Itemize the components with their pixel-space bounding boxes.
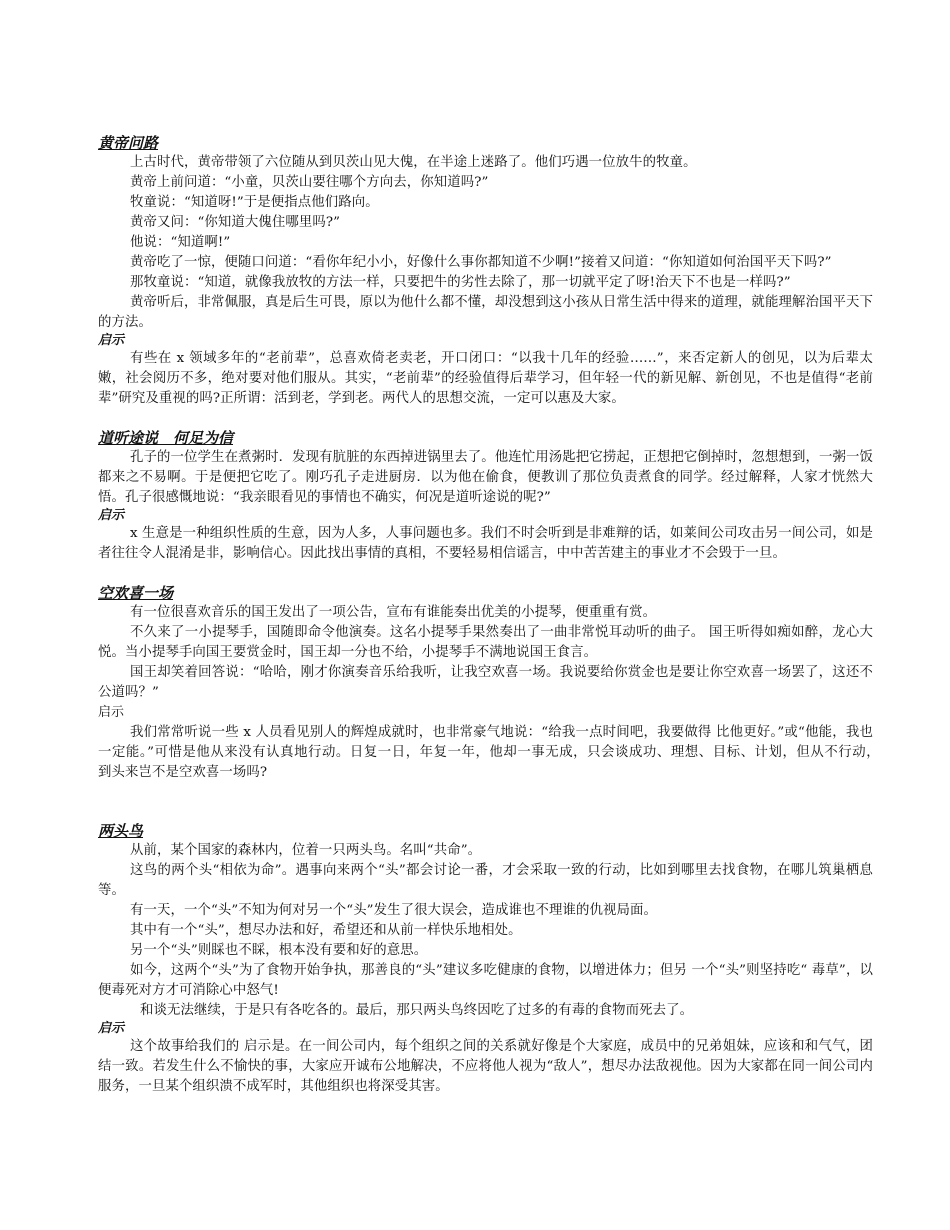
lesson-label: 启示: [98, 1021, 125, 1036]
story-paragraph: 牧童说：“知道呀!”于是便指点他们路向。: [130, 195, 379, 210]
story-paragraph: 不久来了一小提琴手，国随即命令他演奏。这名小提琴手果然奏出了一曲非常悦耳动听的曲子。 国王听得如痴如醉，龙心大悦。当小提琴手向国王要赏金时，国王却一分也不给，小提琴手不满地说国王食言。: [98, 625, 873, 660]
story-paragraph: 孔子的一位学生在煮粥时．发现有肮脏的东西掉进锅里去了。他连忙用汤匙把它捞起，正想把它倒掉时，忽想想到，一粥一饭都来之不易啊。于是便把它吃了。刚巧孔子走进厨房．以为他在偷食，便教训了那位负责煮食的同学。经过解释，人家才恍然大悟。孔子很感慨地说：“我亲眼看见的事情也不确实，何况是道听途说的呢?”: [98, 450, 873, 505]
story-paragraph: 黄帝吃了一惊，便随口问道：“看你年纪小小，好像什么事你都知道不少啊!”接着又问道：“你知道如何治国平天下吗?”: [130, 255, 832, 270]
story-section: [98, 583, 891, 783]
lesson-paragraph: x 生意是一种组织性质的生意，因为人多，人事问题也多。我们不时会听到是非难辩的话，如莱间公司攻击另一间公司，如是者往往令人混淆是非，影响信心。因此找出事情的真相，不要轻易相信谣言，中中苦苦建主的事业才不会毁于一旦。: [98, 526, 873, 561]
story-paragraph: 黄帝又问：“你知道大傀住哪里吗?”: [130, 215, 341, 230]
lesson-label: 启示: [98, 508, 125, 523]
story-paragraph: 那牧童说：“知道，就像我放牧的方法一样，只要把牛的劣性去除了，那一切就平定了呀!治天下不也是一样吗?”: [130, 275, 791, 290]
lesson-paragraph: 我们常常听说一些 x 人员看见别人的辉煌成就时，也非常豪气地说：“给我一点时间吧，我要做得 比他更好。”或“他能，我也一定能。”可惜是他从来没有认真地行动。日复一日，年复一年，他却一事无成，只会谈成功、理想、目标、计划，但从不行动， 到头来岂不是空欢喜一场吗?: [98, 725, 891, 780]
document-body: [98, 133, 891, 1097]
story-paragraph: 上古时代，黄帝带领了六位随从到贝茨山见大傀，在半途上迷路了。他们巧遇一位放牛的牧童。: [130, 155, 697, 170]
story-paragraph: 另一个“头”则睬也不睬，根本没有要和好的意思。: [130, 943, 428, 958]
story-paragraph: 国王却笑着回答说：“哈哈，刚才你演奏音乐给我听，让我空欢喜一场。我说要给你赏金也是要让你空欢喜一场罢了，这还不公道吗？”: [98, 665, 873, 700]
story-title: 黄帝问路: [98, 134, 159, 152]
lesson-paragraph: 这个故事给我们的 启示是。在一间公司内，每个组织之间的关系就好像是个大家庭，成员中的兄弟姐妹，应该和和气气，团结一致。若发生什么不愉快的事，大家应开诚布公地解决，不应将他人视为“敌人”，想尽办法敌视他。因为大家都在同一间公司内服务，一旦某个组织溃不成军时，其他组织也将深受其害。: [98, 1039, 873, 1094]
story-paragraph: 他说：“知道啊!”: [130, 235, 231, 250]
story-paragraph: 和谈无法继续，于是只有各吃各的。最后，那只两头鸟终因吃了过多的有毒的食物而死去了。: [140, 1003, 694, 1018]
lesson-label: 启示: [98, 333, 125, 348]
story-section: [98, 428, 873, 564]
story-section: [98, 133, 873, 409]
story-title: 道听途说 何足为信: [98, 429, 234, 447]
story-paragraph: 其中有一个“头”，想尽办法和好，希望还和从前一样快乐地相处。: [130, 923, 522, 938]
story-paragraph: 有一位很喜欢音乐的国王发出了一项公告，宣布有谁能奏出优美的小提琴，便重重有赏。: [130, 605, 657, 620]
lesson-label: 启示: [98, 705, 125, 720]
lesson-paragraph: 有些在 x 领域多年的“老前辈”，总喜欢倚老卖老，开口闭口：“以我十几年的经验……”，来否定新人的创见，以为后辈太嫩，社会阅历不多，绝对要对他们服从。其实，“老前辈”的经验值得后辈学习，但年轻一代的新见解、新创见，不也是值得“老前辈”研究及重视的吗?正所谓：活到老，学到老。两代人的思想交流，一定可以惠及大家。: [98, 351, 873, 406]
story-title: 两头鸟: [98, 822, 144, 840]
story-title: 空欢喜一场: [98, 584, 174, 602]
story-paragraph: 如今，这两个“头”为了食物开始争执，那善良的“头”建议多吃健康的食物，以增进体力；但另 一个“头”则坚持吃“ 毒草”，以便毒死对方才可消除心中怒气!: [98, 963, 873, 998]
story-paragraph: 从前，某个国家的森林内，位着一只两头鸟。名叫“共命”。: [130, 843, 482, 858]
story-paragraph: 这鸟的两个头“相依为命”。遇事向来两个“头”都会讨论一番，才会采取一致的行动，比如到哪里去找食物，在哪儿筑巢栖息等。: [98, 863, 873, 898]
story-paragraph: 黄帝听后，非常佩服，真是后生可畏，原以为他什么都不懂，却没想到这小孩从日常生活中得来的道理，就能理解治国平天下的方法。: [98, 295, 873, 330]
story-paragraph: 有一天，一个“头”不知为何对另一个“头”发生了很大误会，造成谁也不理谁的仇视局面。: [130, 903, 657, 918]
story-paragraph: 黄帝上前问道：“小童，贝茨山要往哪个方向去，你知道吗?”: [130, 175, 489, 190]
story-section: [98, 821, 873, 1097]
